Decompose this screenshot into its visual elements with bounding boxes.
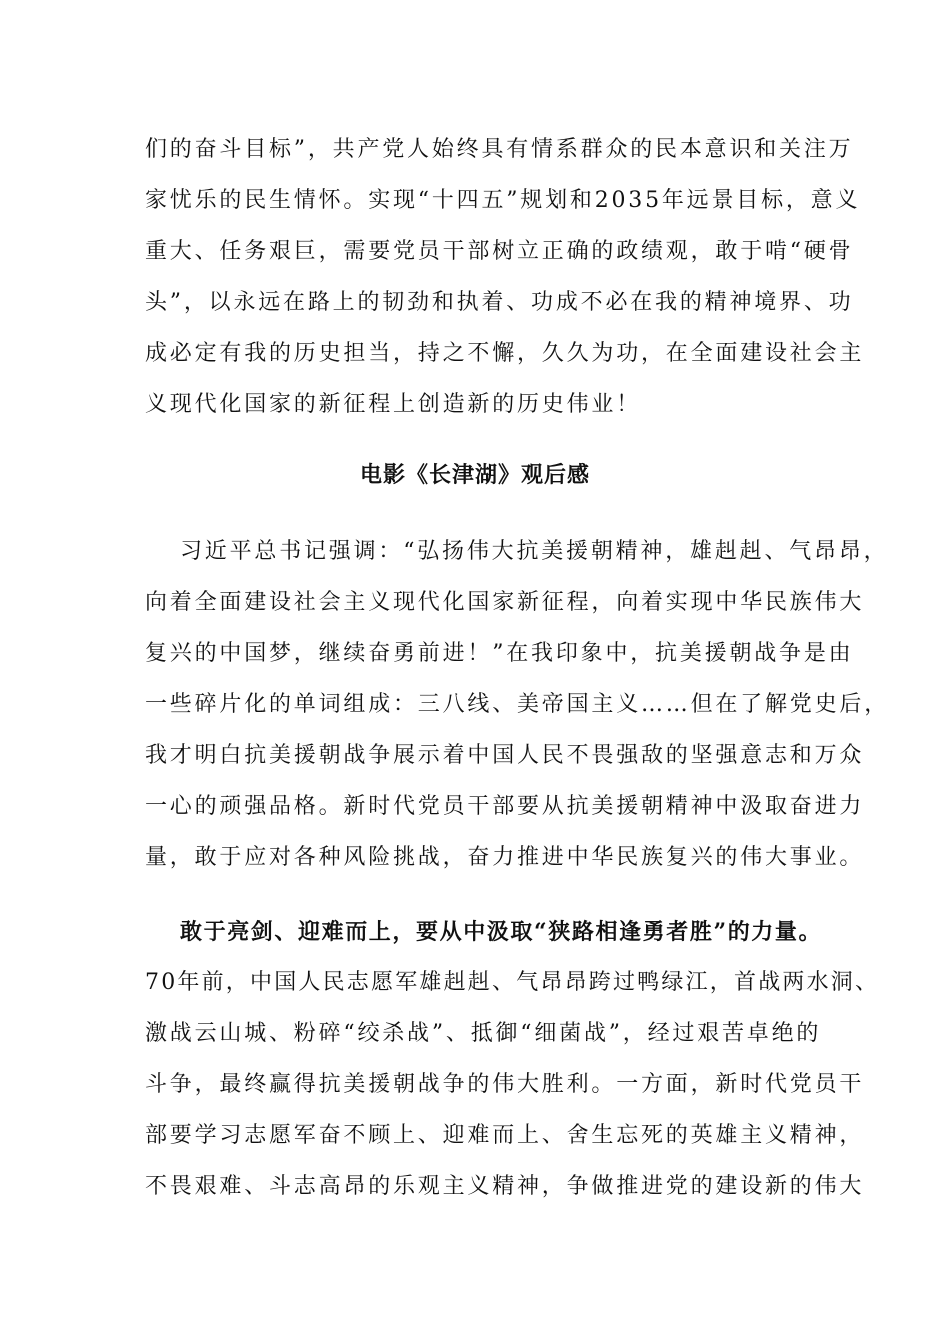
paragraph-line: 重大、任务艰巨，需要党员干部树立正确的政绩观，敢于啃“硬骨 — [145, 239, 854, 264]
paragraph-line: 斗争，最终赢得抗美援朝战争的伟大胜利。一方面，新时代党员干 — [145, 1072, 865, 1097]
section-title: 电影《长津湖》观后感 — [359, 462, 590, 488]
paragraph-line: 复兴的中国梦，继续奋勇前进！”在我印象中，抗美援朝战争是由 — [145, 641, 854, 666]
paragraph-line: 们的奋斗目标”，共产党人始终具有情系群众的民本意识和关注万 — [145, 137, 854, 162]
paragraph-line: 70年前，中国人民志愿军雄赳赳、气昂昂跨过鸭绿江，首战两水洞、 — [145, 970, 880, 995]
paragraph-line: 习近平总书记强调：“弘扬伟大抗美援朝精神，雄赳赳、气昂昂， — [180, 539, 889, 564]
paragraph-line: 一心的顽强品格。新时代党员干部要从抗美援朝精神中汲取奋进力 — [145, 794, 865, 819]
subheading: 敢于亮剑、迎难而上，要从中汲取“狭路相逢勇者胜”的力量。 — [180, 919, 823, 945]
paragraph-line: 义现代化国家的新征程上创造新的历史伟业！ — [145, 392, 642, 417]
paragraph-line: 成必定有我的历史担当，持之不懈，久久为功，在全面建设社会主 — [145, 341, 865, 366]
paragraph-line: 向着全面建设社会主义现代化国家新征程，向着实现中华民族伟大 — [145, 590, 865, 615]
paragraph-line: 激战云山城、粉碎“绞杀战”、抵御“细菌战”，经过艰苦卓绝的 — [145, 1021, 822, 1046]
paragraph-line: 我才明白抗美援朝战争展示着中国人民不畏强敌的坚强意志和万众 — [145, 743, 865, 768]
paragraph-line: 部要学习志愿军奋不顾上、迎难而上、舍生忘死的英雄主义精神， — [145, 1123, 865, 1148]
paragraph-line: 头”，以永远在路上的韧劲和执着、功成不必在我的精神境界、功 — [145, 290, 854, 315]
paragraph-line: 一些碎片化的单词组成：三八线、美帝国主义……但在了解党史后， — [145, 692, 890, 717]
paragraph-line: 家忧乐的民生情怀。实现“十四五”规划和2035年远景目标，意义 — [145, 188, 861, 213]
paragraph-line: 量，敢于应对各种风险挑战，奋力推进中华民族复兴的伟大事业。 — [145, 845, 865, 870]
paragraph-line: 不畏艰难、斗志高昂的乐观主义精神，争做推进党的建设新的伟大 — [145, 1174, 865, 1199]
